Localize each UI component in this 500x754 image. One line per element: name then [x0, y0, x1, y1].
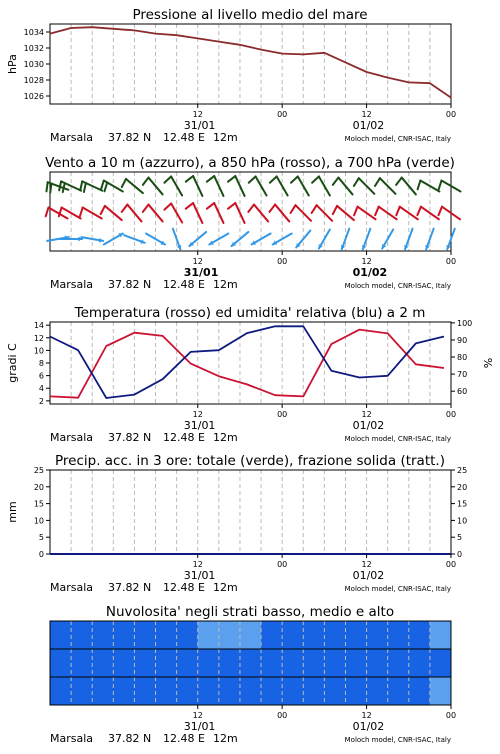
wind-barb [207, 203, 214, 209]
cloud-cell [240, 649, 262, 677]
wind-barb [312, 176, 319, 182]
cloud-cell [240, 677, 262, 705]
cloud-cell [50, 649, 72, 677]
wind-barb [207, 176, 214, 182]
date-label: 01/02 [352, 419, 385, 432]
wind-barb [418, 181, 421, 190]
wind-barb [248, 205, 254, 212]
cloud-cell [156, 621, 178, 649]
cloud-cell [219, 677, 241, 705]
cloud-cell [50, 621, 72, 649]
x-tick-label: 00 [277, 410, 288, 419]
cloud-cell [430, 677, 452, 705]
cloud-cell [71, 649, 93, 677]
cloud-cell [177, 649, 199, 677]
wind-barb [46, 182, 47, 191]
cloud-cell [324, 677, 346, 705]
location-lat: 37.82 N [108, 278, 152, 291]
y-tick-label: 1034 [23, 28, 44, 37]
wind-barb [312, 205, 317, 213]
x-tick-label: 00 [277, 110, 288, 119]
cloud-cell [134, 677, 156, 705]
wind-panel [45, 155, 460, 291]
wind-barb [143, 178, 149, 185]
y2-tick-label: 10 [457, 516, 468, 526]
location-lon: 12.48 E [163, 131, 205, 144]
cloud-panel [50, 604, 456, 745]
y2-axis-label: % [482, 357, 495, 369]
date-label: 31/01 [183, 266, 219, 279]
chart-title: Pressione al livello medio del mare [132, 7, 368, 23]
cloud-cell [113, 621, 135, 649]
x-tick-label: 12 [192, 560, 203, 569]
plot-frame [50, 24, 451, 104]
cloud-cell [198, 649, 220, 677]
cloud-cell [430, 621, 452, 649]
x-tick-label: 12 [192, 711, 203, 720]
y-tick-label: 6 [38, 371, 44, 381]
plot-frame [50, 470, 451, 554]
humidity-line [50, 326, 444, 398]
y-tick-label: 10 [33, 516, 44, 526]
cloud-cell [156, 677, 178, 705]
cloud-cell [71, 677, 93, 705]
wind-barb [354, 178, 359, 186]
cloud-cell [240, 621, 262, 649]
date-label: 01/02 [352, 720, 385, 733]
chart-title: Vento a 10 m (azzurro), a 850 hPa (rosso), a 700 hPa (verde) [45, 155, 455, 171]
location-name: Marsala [50, 431, 94, 444]
location-lon: 12.48 E [163, 431, 205, 444]
wind-barb [46, 208, 49, 217]
location-lat: 37.82 N [108, 732, 152, 745]
date-label: 31/01 [183, 569, 216, 582]
chart-title: Nuvolosita' negli strati basso, medio e alto [105, 604, 395, 620]
cloud-cell [303, 677, 325, 705]
cloud-cell [134, 621, 156, 649]
wind-barb [269, 205, 275, 212]
model-credit: Moloch model, CNR-ISAC, Italy [344, 435, 451, 443]
cloud-cell [324, 621, 346, 649]
y-tick-label: 1028 [23, 76, 44, 85]
location-name: Marsala [50, 581, 94, 594]
wind-barb [186, 176, 193, 182]
y-tick-label: 4 [38, 384, 44, 394]
cloud-cell [71, 621, 93, 649]
model-credit: Moloch model, CNR-ISAC, Italy [344, 736, 451, 744]
x-tick-label: 00 [277, 560, 288, 569]
cloud-cell [282, 621, 304, 649]
wind-barb [270, 176, 277, 182]
temperature-panel [6, 305, 495, 444]
location-name: Marsala [50, 131, 94, 144]
date-label: 01/02 [352, 569, 385, 582]
wind-barb [396, 178, 402, 185]
x-tick-label: 00 [277, 711, 288, 720]
cloud-cell [177, 621, 199, 649]
plot-frame [50, 322, 451, 404]
cloud-cell [388, 677, 410, 705]
cloud-cell [388, 621, 410, 649]
cloud-cell [134, 649, 156, 677]
x-tick-label: 12 [361, 410, 372, 419]
cloud-cell [177, 677, 199, 705]
wind-barb [143, 205, 149, 212]
wind-barb [122, 179, 126, 187]
chart-title: Precip. acc. in 3 ore: totale (verde), frazione solida (tratt.) [55, 453, 445, 469]
chart-title: Temperatura (rosso) ed umidita' relativa (blu) a 2 m [74, 305, 426, 321]
y2-tick-label: 20 [457, 482, 468, 492]
wind-barb [80, 181, 82, 190]
cloud-cell [92, 649, 114, 677]
cloud-cell [92, 621, 114, 649]
wind-barb [228, 203, 235, 209]
cloud-cell [367, 621, 389, 649]
cloud-cell [367, 677, 389, 705]
y-tick-label: 12 [33, 333, 44, 343]
x-tick-label: 12 [361, 110, 372, 119]
date-label: 31/01 [183, 119, 216, 132]
wind-barb [186, 203, 193, 209]
wind-barb [375, 207, 379, 216]
temperature-line [50, 330, 444, 398]
wind-barb [122, 205, 128, 212]
cloud-cell [92, 677, 114, 705]
wind-barb [249, 176, 256, 182]
cloud-cell [198, 621, 220, 649]
location-alt: 12m [213, 131, 238, 144]
wind-barb [396, 207, 400, 216]
cloud-cell [409, 677, 431, 705]
x-tick-label: 00 [445, 560, 457, 569]
cloud-cell [261, 649, 283, 677]
wind-barb [101, 181, 104, 190]
wind-barb [228, 176, 235, 182]
precipitation-panel [6, 453, 467, 594]
cloud-cell [198, 677, 220, 705]
y-tick-label: 2 [38, 396, 44, 406]
cloud-cell [430, 649, 452, 677]
wind-arrow [214, 203, 223, 223]
cloud-cell [367, 649, 389, 677]
pressure-panel [6, 7, 456, 144]
wind-barb [59, 181, 61, 190]
pressure-line [50, 27, 451, 97]
cloud-cell [345, 649, 367, 677]
date-label: 31/01 [183, 419, 216, 432]
cloud-cell [219, 621, 241, 649]
wind-barb [354, 207, 358, 216]
y2-tick-label: 80 [457, 353, 468, 363]
wind-arrow [171, 203, 182, 222]
y-tick-label: 5 [38, 533, 44, 543]
wind-barb [50, 184, 51, 193]
y2-tick-label: 90 [457, 335, 468, 345]
wind-barb [164, 176, 171, 182]
y-tick-label: 14 [33, 321, 44, 331]
model-credit: Moloch model, CNR-ISAC, Italy [344, 135, 451, 143]
y2-tick-label: 0 [457, 550, 463, 559]
x-tick-label: 00 [277, 257, 288, 266]
location-alt: 12m [213, 278, 238, 291]
cloud-cell [156, 649, 178, 677]
wind-barb [438, 207, 442, 216]
wind-barb [84, 183, 86, 192]
y-tick-label: 1026 [23, 92, 44, 101]
wind-barb [164, 203, 171, 209]
x-tick-label: 12 [361, 560, 372, 569]
location-alt: 12m [213, 732, 238, 745]
cloud-cell [388, 649, 410, 677]
y2-tick-label: 15 [457, 499, 468, 509]
wind-barb [439, 181, 442, 190]
x-tick-label: 12 [192, 257, 203, 266]
wind-barb [291, 176, 298, 182]
location-lon: 12.48 E [163, 278, 205, 291]
location-lon: 12.48 E [163, 732, 205, 745]
wind-barb [291, 205, 296, 213]
y2-tick-label: 25 [457, 466, 468, 475]
y2-tick-label: 70 [457, 370, 468, 380]
y-tick-label: 25 [33, 466, 44, 475]
cloud-cell [219, 649, 241, 677]
wind-barb [80, 208, 83, 217]
y-axis-label: gradi C [6, 343, 19, 383]
y2-tick-label: 5 [457, 533, 463, 543]
wind-barb [333, 178, 339, 185]
location-lat: 37.82 N [108, 131, 152, 144]
cloud-cell [282, 649, 304, 677]
cloud-cell [345, 621, 367, 649]
y2-tick-label: 60 [457, 387, 468, 397]
y-tick-label: 10 [33, 346, 44, 356]
x-tick-label: 00 [445, 110, 457, 119]
date-label: 01/02 [352, 119, 385, 132]
cloud-cell [324, 649, 346, 677]
wind-barb [375, 178, 380, 186]
wind-barb [104, 183, 107, 192]
cloud-cell [303, 649, 325, 677]
wind-barb [63, 183, 65, 192]
y-tick-label: 1032 [23, 44, 44, 53]
x-tick-label: 12 [361, 257, 372, 266]
y-tick-label: 1030 [23, 60, 44, 69]
x-tick-label: 00 [445, 410, 457, 419]
date-label: 01/02 [352, 266, 388, 279]
y-tick-label: 8 [38, 359, 44, 368]
y-tick-label: 15 [33, 499, 44, 509]
cloud-cell [113, 649, 135, 677]
cloud-cell [303, 621, 325, 649]
x-tick-label: 12 [192, 410, 203, 419]
cloud-cell [282, 677, 304, 705]
location-lon: 12.48 E [163, 581, 205, 594]
cloud-cell [409, 621, 431, 649]
y-tick-label: 20 [33, 482, 44, 492]
y-axis-label: hPa [6, 54, 19, 74]
y-tick-label: 0 [38, 550, 44, 559]
x-tick-label: 00 [445, 711, 457, 720]
cloud-cell [113, 677, 135, 705]
model-credit: Moloch model, CNR-ISAC, Italy [344, 282, 451, 290]
location-lat: 37.82 N [108, 431, 152, 444]
cloud-cell [409, 649, 431, 677]
wind-arrow [235, 203, 244, 223]
location-alt: 12m [213, 431, 238, 444]
cloud-cell [261, 621, 283, 649]
cloud-cell [345, 677, 367, 705]
wind-barb [417, 207, 421, 216]
wind-barb [101, 206, 105, 214]
x-tick-label: 12 [192, 110, 203, 119]
location-name: Marsala [50, 732, 94, 745]
x-tick-label: 12 [361, 711, 372, 720]
location-lat: 37.82 N [108, 581, 152, 594]
date-label: 31/01 [183, 720, 216, 733]
y-axis-label: mm [6, 501, 19, 523]
cloud-cell [261, 677, 283, 705]
model-credit: Moloch model, CNR-ISAC, Italy [344, 585, 451, 593]
x-tick-label: 00 [445, 257, 457, 266]
location-name: Marsala [50, 278, 94, 291]
wind-arrow [193, 203, 202, 223]
y2-tick-label: 100 [457, 318, 473, 328]
cloud-cell [50, 677, 72, 705]
wind-barb [333, 206, 337, 214]
location-alt: 12m [213, 581, 238, 594]
